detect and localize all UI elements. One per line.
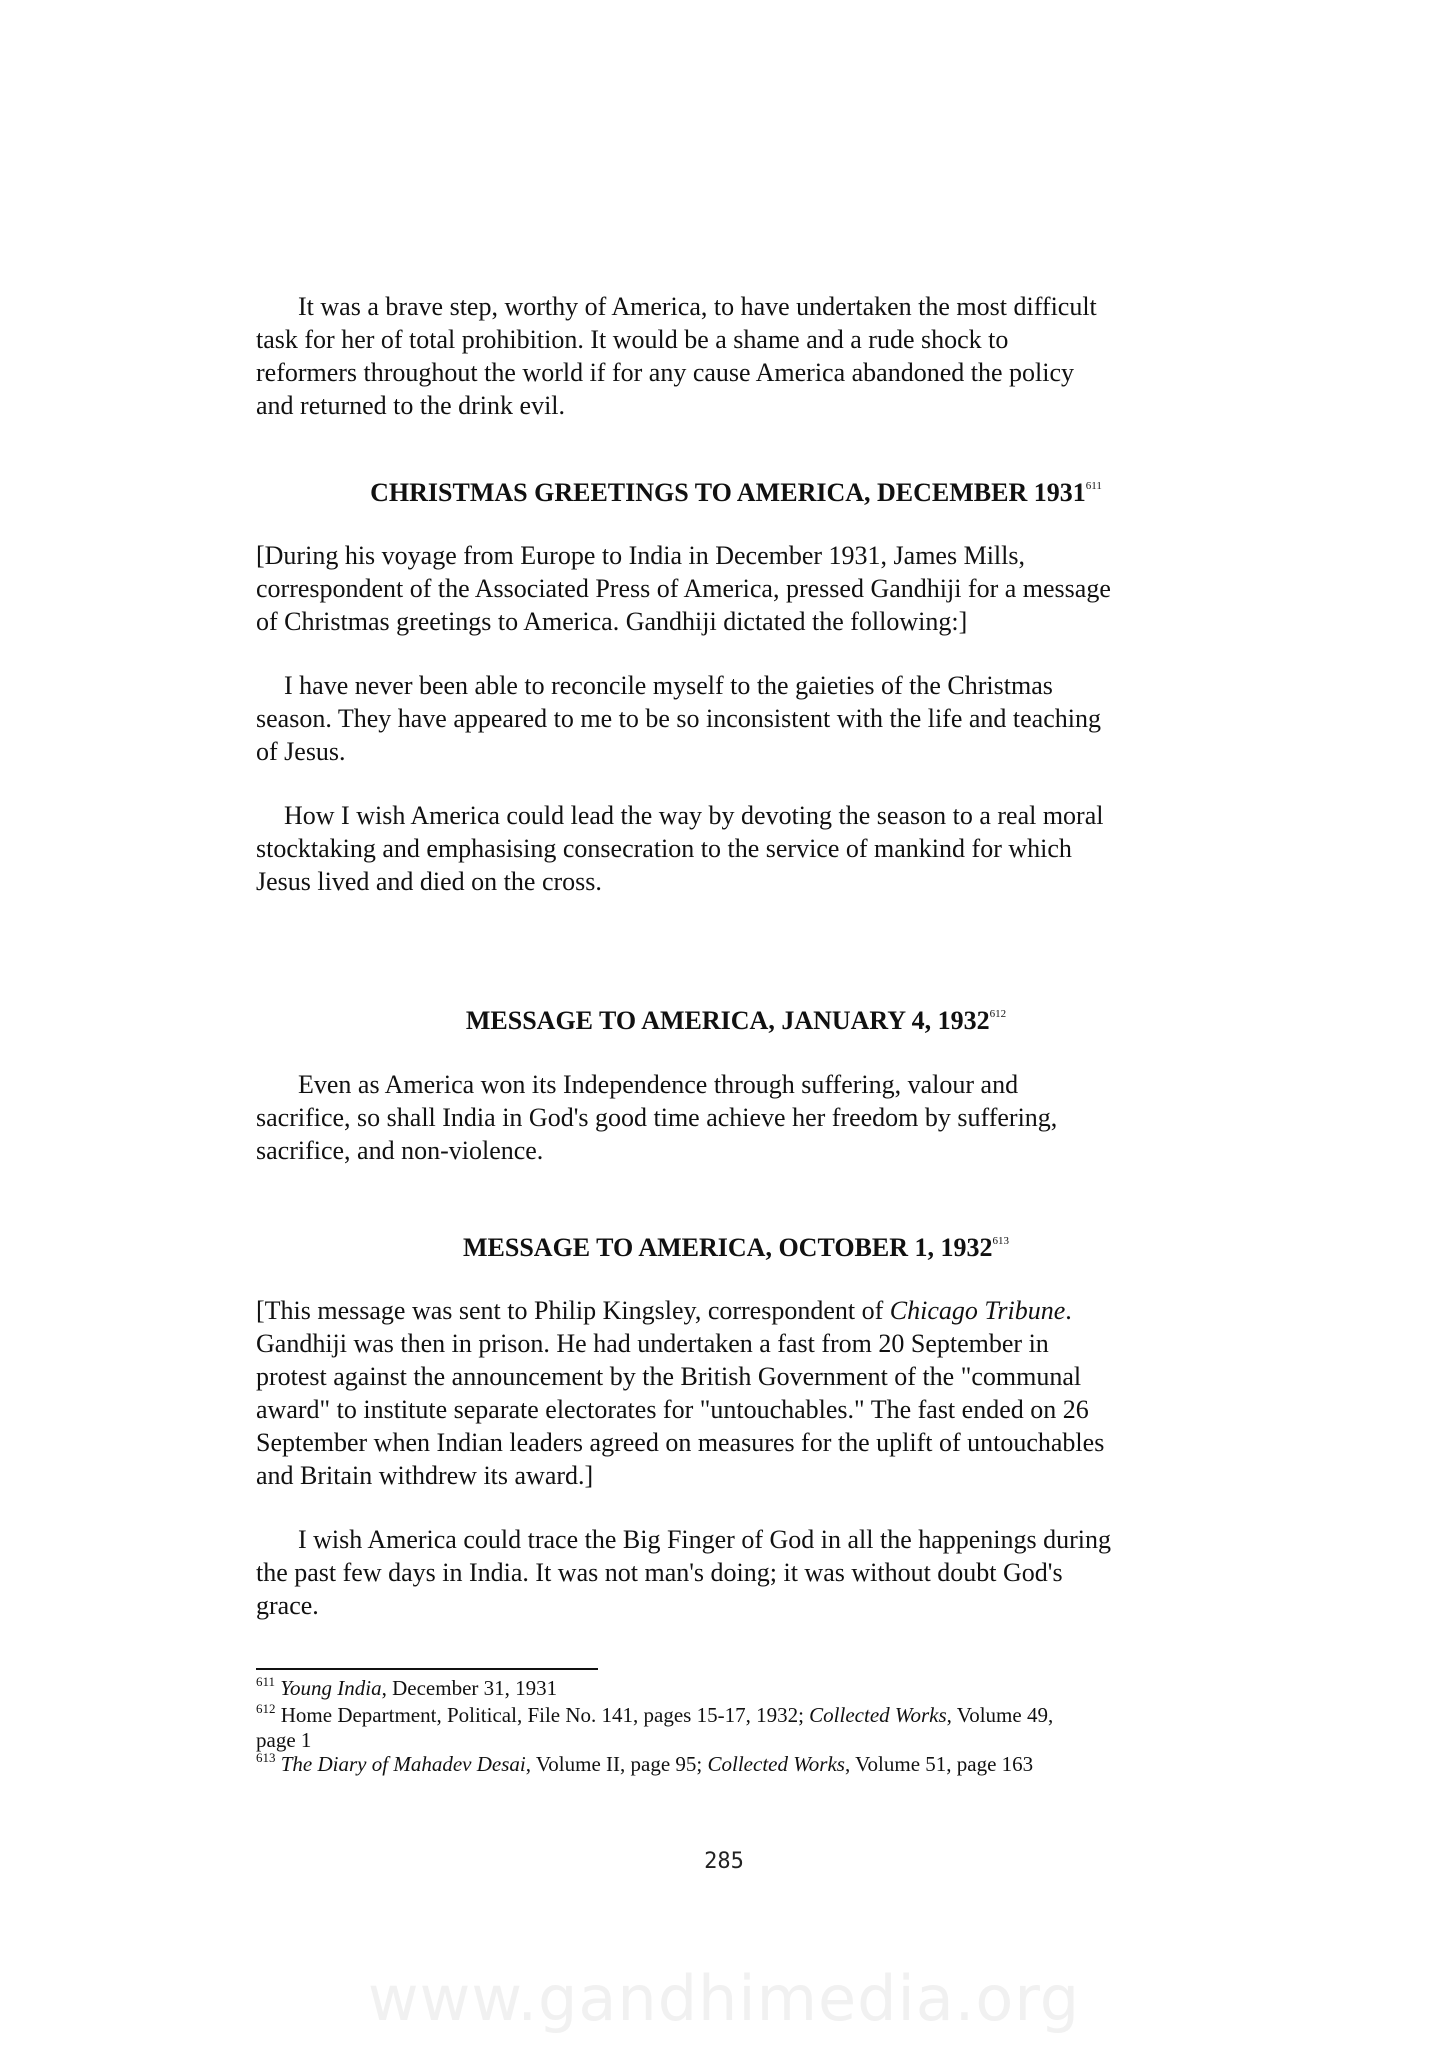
heading-text: MESSAGE TO AMERICA, OCTOBER 1, 1932 xyxy=(463,1233,993,1262)
paragraph-gaieties xyxy=(256,669,1216,768)
newspaper-title: Chicago Tribune xyxy=(889,1296,1066,1325)
footnotes xyxy=(256,1675,1216,1778)
footnote-611 xyxy=(256,1675,1216,1702)
heading-text: CHRISTMAS GREETINGS TO AMERICA, DECEMBER 1931 xyxy=(370,478,1086,507)
footnote-number: 613 xyxy=(256,1750,276,1765)
text-run: [This message was sent to Philip Kingsley, correspondent of xyxy=(256,1296,890,1325)
footnote-ref: 612 xyxy=(989,1008,1007,1020)
text-line: September when Indian leaders agreed on measures for the uplift of untouchables xyxy=(256,1428,1105,1457)
footnote-ref: 611 xyxy=(1085,480,1102,492)
paragraph-intro-christmas xyxy=(256,539,1216,638)
text-line: reformers throughout the world if for any cause America abandoned the policy xyxy=(256,358,1074,387)
text-line: of Christmas greetings to America. Gandhiji dictated the following:] xyxy=(256,607,968,636)
text-line: and returned to the drink evil. xyxy=(256,391,566,420)
section-heading-october xyxy=(256,1231,1216,1264)
text-line: task for her of total prohibition. It would be a shame and a rude shock to xyxy=(256,325,1009,354)
paragraph-intro-october xyxy=(256,1294,1216,1492)
text-run: . xyxy=(1065,1296,1072,1325)
text-line: sacrifice, so shall India in God's good time achieve her freedom by suffering, xyxy=(256,1103,1058,1132)
text-line: correspondent of the Associated Press of America, pressed Gandhiji for a message xyxy=(256,574,1111,603)
text-line xyxy=(256,1294,1216,1327)
text-line: the past few days in India. It was not man's doing; it was without doubt God's xyxy=(256,1558,1063,1587)
text-line: and Britain withdrew its award.] xyxy=(256,1461,594,1490)
text-run: , Volume 49, xyxy=(946,1703,1054,1727)
paragraph-prohibition xyxy=(256,290,1216,422)
page-body xyxy=(256,290,1216,1622)
text-line: sacrifice, and non-violence. xyxy=(256,1136,544,1165)
footnote-613 xyxy=(256,1751,1216,1778)
section-heading-january xyxy=(256,1004,1216,1037)
text-run: , December 31, 1931 xyxy=(381,1676,558,1700)
footnote-number: 612 xyxy=(256,1701,276,1716)
footnote-divider xyxy=(256,1668,598,1670)
text-line: protest against the announcement by the British Government of the "communal xyxy=(256,1362,1082,1391)
paragraph-big-finger xyxy=(256,1523,1216,1622)
source-title: Young India xyxy=(280,1676,382,1700)
footnote-ref: 613 xyxy=(992,1235,1009,1247)
page-number: 285 xyxy=(704,1849,744,1874)
section-heading-christmas xyxy=(256,476,1216,509)
text-line: Even as America won its Independence through suffering, valour and xyxy=(298,1070,1019,1099)
text-run: , Volume II, page 95; xyxy=(525,1752,708,1776)
text-line: award" to institute separate electorates for "untouchables." The fast ended on 26 xyxy=(256,1395,1089,1424)
text-line: stocktaking and emphasising consecration to the service of mankind for which xyxy=(256,834,1072,863)
paragraph-independence xyxy=(256,1068,1216,1167)
text-run: Home Department, Political, File No. 141, pages 15-17, 1932; xyxy=(275,1703,810,1727)
text-line: of Jesus. xyxy=(256,737,346,766)
watermark: www.gandhimedia.org xyxy=(367,1962,1081,2035)
text-line: It was a brave step, worthy of America, to have undertaken the most difficult xyxy=(298,292,1097,321)
footnote-number: 611 xyxy=(256,1674,276,1689)
text-line: season. They have appeared to me to be so inconsistent with the life and teaching xyxy=(256,704,1101,733)
text-line: I have never been able to reconcile myself to the gaieties of the Christmas xyxy=(284,671,1053,700)
text-line: Gandhiji was then in prison. He had undertaken a fast from 20 September in xyxy=(256,1329,1049,1358)
text-line: grace. xyxy=(256,1591,319,1620)
text-run: , Volume 51, page 163 xyxy=(844,1752,1034,1776)
text-line: Jesus lived and died on the cross. xyxy=(256,867,602,896)
paragraph-moral-stocktaking xyxy=(256,799,1216,898)
text-line: [During his voyage from Europe to India in December 1931, James Mills, xyxy=(256,541,1025,570)
source-title: Collected Works xyxy=(809,1703,947,1727)
source-title: Collected Works xyxy=(707,1752,845,1776)
heading-text: MESSAGE TO AMERICA, JANUARY 4, 1932 xyxy=(465,1006,990,1035)
text-line: I wish America could trace the Big Finger of God in all the happenings during xyxy=(298,1525,1112,1554)
source-title: The Diary of Mahadev Desai xyxy=(280,1752,526,1776)
text-line: How I wish America could lead the way by devoting the season to a real moral xyxy=(284,801,1104,830)
footnote-612 xyxy=(256,1702,1216,1729)
footnote-612-continued: page 1 xyxy=(256,1728,312,1752)
